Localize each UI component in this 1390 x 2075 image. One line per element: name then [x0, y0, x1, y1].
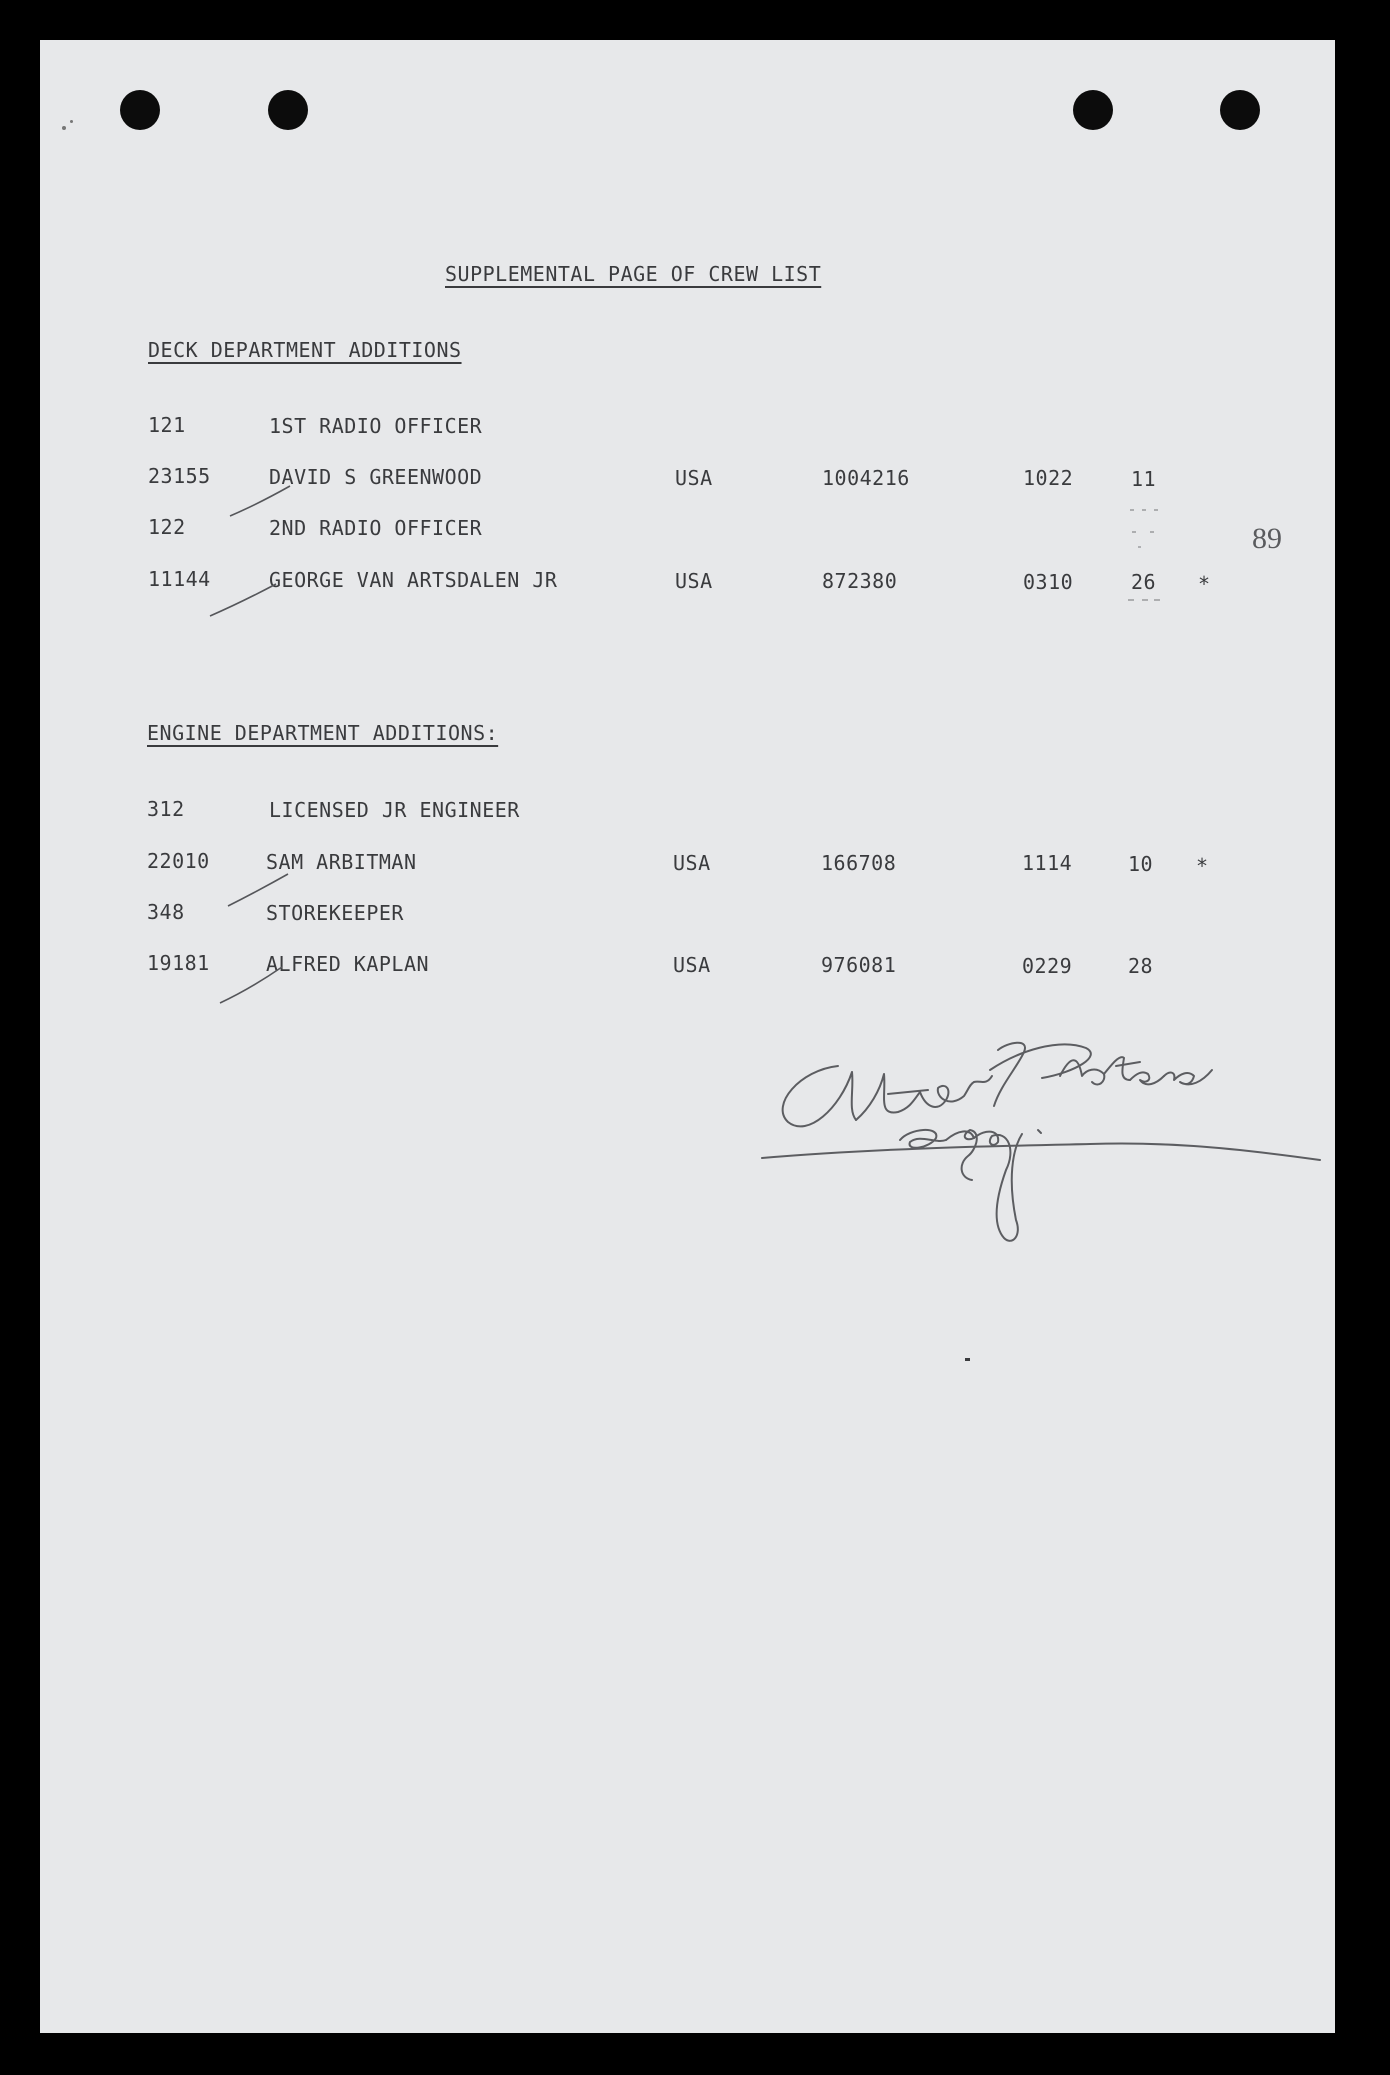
row-nationality: USA [675, 569, 713, 593]
row-text: SAM ARBITMAN [266, 850, 417, 874]
row-col-a: 0229 [1022, 954, 1073, 978]
row-certificate: 166708 [821, 851, 897, 875]
page-title: SUPPLEMENTAL PAGE OF CREW LIST [445, 262, 822, 286]
row-text: LICENSED JR ENGINEER [269, 798, 520, 822]
row-nationality: USA [675, 466, 713, 490]
row-col-b: 11 [1131, 467, 1157, 491]
deck-heading: DECK DEPARTMENT ADDITIONS [148, 338, 462, 362]
row-code: 312 [147, 797, 185, 821]
row-text: 1ST RADIO OFFICER [269, 414, 483, 438]
row-nationality: USA [673, 953, 711, 977]
row-certificate: 1004216 [822, 466, 910, 490]
row-col-b: 10 [1128, 852, 1154, 876]
row-col-a: 1114 [1022, 851, 1073, 875]
pencil-marks [1118, 502, 1178, 602]
speck [70, 120, 73, 123]
check-mark-icon [228, 480, 298, 520]
row-code: 11144 [148, 567, 211, 591]
speck [62, 126, 66, 130]
row-certificate: 872380 [822, 569, 898, 593]
row-text: GEORGE VAN ARTSDALEN JR [269, 568, 558, 592]
row-certificate: 976081 [821, 953, 897, 977]
row-text: 2ND RADIO OFFICER [269, 516, 483, 540]
row-code: 23155 [148, 464, 211, 488]
row-code: 19181 [147, 951, 210, 975]
row-nationality: USA [673, 851, 711, 875]
row-code: 121 [148, 413, 186, 437]
document-page [40, 40, 1335, 2033]
punch-hole [1220, 90, 1260, 130]
engine-heading: ENGINE DEPARTMENT ADDITIONS: [147, 721, 499, 745]
signature-image [760, 1030, 1360, 1300]
row-asterisk: * [1198, 572, 1211, 596]
speck [965, 1358, 970, 1361]
row-col-b: 28 [1128, 954, 1154, 978]
row-text: STOREKEEPER [266, 901, 404, 925]
check-mark-icon [226, 870, 296, 910]
check-mark-icon [208, 580, 278, 620]
row-asterisk: * [1196, 854, 1209, 878]
row-text: ALFRED KAPLAN [266, 952, 430, 976]
punch-hole [268, 90, 308, 130]
row-col-a: 1022 [1023, 466, 1074, 490]
row-text: DAVID S GREENWOOD [269, 465, 483, 489]
row-code: 22010 [147, 849, 210, 873]
check-mark-icon [218, 965, 288, 1005]
row-code: 122 [148, 515, 186, 539]
page-number: 89 [1252, 522, 1282, 555]
punch-hole [1073, 90, 1113, 130]
row-col-b: 26 [1131, 570, 1157, 594]
row-code: 348 [147, 900, 185, 924]
row-col-a: 0310 [1023, 570, 1074, 594]
punch-hole [120, 90, 160, 130]
